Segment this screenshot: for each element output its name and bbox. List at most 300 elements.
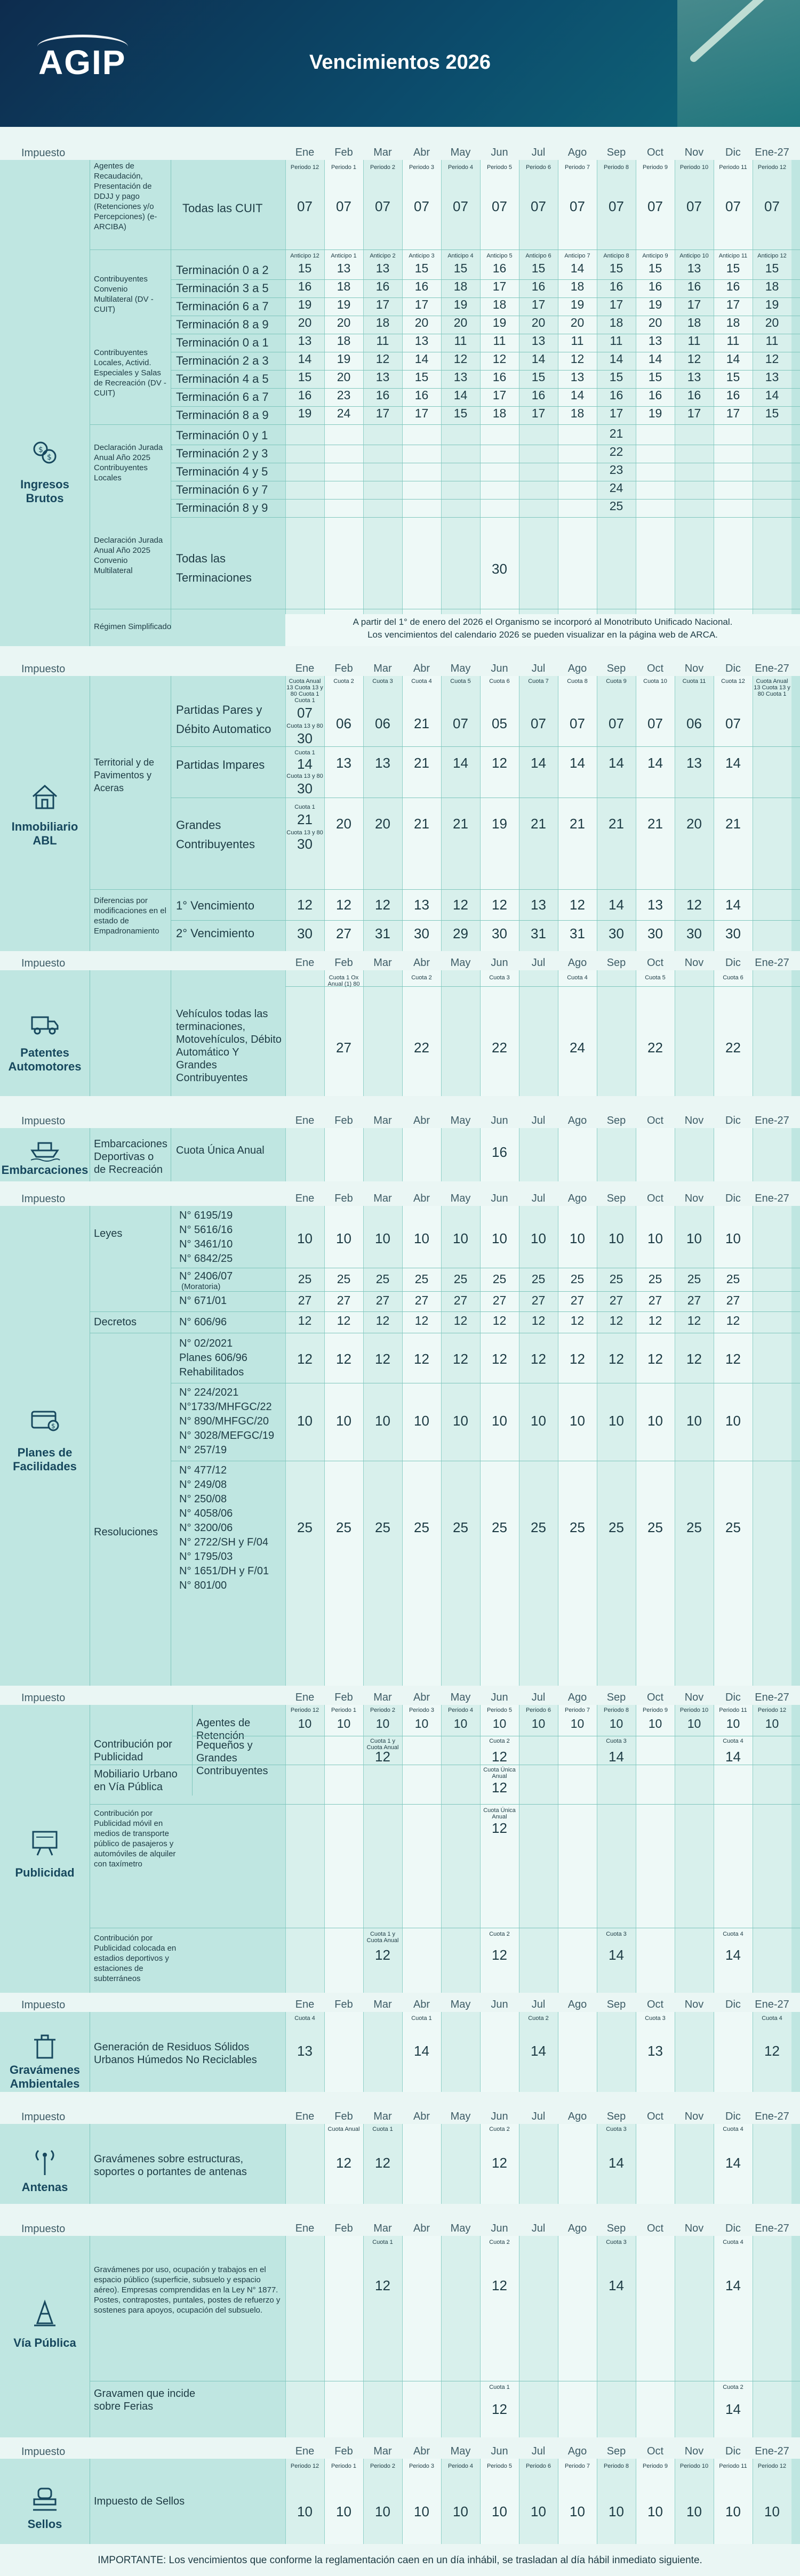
row-line <box>90 889 800 890</box>
month-header: Abr <box>413 147 430 158</box>
month-header: Ene <box>295 1692 315 1703</box>
ley-item: N° 6842/25 <box>179 1253 233 1265</box>
ley-note: (Moratoria) <box>181 1282 221 1291</box>
date-value: 14 <box>609 755 624 771</box>
date-value: 12 <box>725 1351 741 1367</box>
date-value: 15 <box>298 261 312 275</box>
date-value: 14 <box>453 388 468 402</box>
date-value: 11 <box>726 334 740 348</box>
date-value: 14 <box>531 2043 546 2059</box>
month-column <box>402 2459 441 2544</box>
column-line <box>441 1128 442 1181</box>
impuesto-label: Impuesto <box>21 663 66 675</box>
res-item: N° 3200/06 <box>179 1522 233 1534</box>
month-header: Oct <box>646 1692 664 1703</box>
stamp-icon <box>29 2483 61 2515</box>
date-value: 25 <box>687 1272 701 1286</box>
month-header: Sep <box>606 663 626 674</box>
term-label: Terminación 6 a 7 <box>176 390 269 404</box>
month-header: Abr <box>413 1115 430 1126</box>
date-value: 10 <box>297 1230 313 1246</box>
date-value: 21 <box>414 715 429 731</box>
section-title: Antenas <box>21 2180 68 2194</box>
date-value: 07 <box>725 715 741 731</box>
month-column <box>519 2236 558 2437</box>
date-value: 14 <box>453 755 468 771</box>
month-header: Ene <box>295 1999 315 2010</box>
date-value: 14 <box>531 755 546 771</box>
date-value: 14 <box>725 1749 741 1765</box>
date-value: 30 <box>297 780 313 796</box>
date-value: 22 <box>414 1040 429 1056</box>
cuota-label: Cuota 4 <box>723 2239 743 2245</box>
month-column <box>402 970 441 1096</box>
column-line <box>363 2459 364 2544</box>
date-value: 16 <box>687 279 701 293</box>
date-value: 14 <box>570 261 585 275</box>
date-value: 15 <box>726 370 740 384</box>
month-header: Ago <box>567 1999 587 2010</box>
month-column <box>441 2459 480 2544</box>
dif-label: Diferencias por modificaciones en el estado de Empadronamiento <box>94 896 166 936</box>
term-label: Terminación 6 a 7 <box>176 300 269 313</box>
date-value: 15 <box>726 261 740 275</box>
month-header: Feb <box>334 2223 353 2234</box>
month-column <box>324 2236 363 2437</box>
date-value: 17 <box>375 297 390 311</box>
date-value: 12 <box>297 897 313 913</box>
section-title: Publicidad <box>15 1866 75 1879</box>
date-value: 12 <box>375 2155 390 2171</box>
date-value: 12 <box>297 1351 313 1367</box>
column-line <box>285 970 286 1096</box>
col-line <box>192 1705 193 1796</box>
term-label: Terminación 6 y 7 <box>176 483 268 496</box>
date-value: 07 <box>336 198 351 214</box>
month-header: Ene <box>295 2223 315 2234</box>
cuota-label: Cuota 7 <box>528 678 549 685</box>
period-label: Periodo 6 <box>525 1707 551 1713</box>
date-value: 30 <box>492 925 507 941</box>
impuesto-label: Impuesto <box>21 2111 66 2123</box>
date-value: 21 <box>453 816 468 832</box>
date-value: 31 <box>570 925 585 941</box>
period-label: Periodo 10 <box>679 164 709 171</box>
period-label: Periodo 3 <box>409 164 435 171</box>
date-value: 17 <box>531 297 546 311</box>
antenas-label: Gravámenes sobre estructuras, soportes o portantes de antenas <box>94 2153 247 2178</box>
month-column <box>558 2012 597 2092</box>
month-header: Ago <box>567 147 587 158</box>
period-label: Periodo 9 <box>642 164 668 171</box>
date-value: 18 <box>375 316 390 329</box>
date-value: 15 <box>648 261 662 275</box>
period-label: Periodo 8 <box>603 164 629 171</box>
column-line <box>324 1128 325 1181</box>
date-value: 25 <box>686 1519 702 1535</box>
month-header: Sep <box>606 957 626 969</box>
date-value: 25 <box>492 1272 507 1286</box>
date-value: 12 <box>765 352 779 366</box>
month-header: Ene <box>295 1115 315 1126</box>
month-header: Jul <box>531 957 546 969</box>
sellos-month-bar <box>0 2443 800 2459</box>
footer-note: IMPORTANTE: Los vencimientos que conforme la reglamentación caen en un día inhábil, se trasladan al día hábil inmediato siguiente. <box>98 2555 702 2566</box>
period-label: Periodo 10 <box>679 2463 709 2469</box>
date-value: 05 <box>492 715 507 731</box>
column-line <box>324 2012 325 2092</box>
month-header: Ago <box>567 1692 587 1703</box>
month-header: Nov <box>684 663 704 674</box>
date-value: 25 <box>337 1272 351 1286</box>
date-value: 15 <box>453 406 468 420</box>
cuota-label: Cuota 4 <box>723 1931 743 1937</box>
cuota-label: Cuota 2 <box>333 678 354 685</box>
house-icon <box>29 780 61 812</box>
month-header: Ene <box>295 663 315 674</box>
date-value: 12 <box>337 1314 351 1327</box>
month-column <box>441 2236 480 2437</box>
month-header: Oct <box>646 1193 664 1204</box>
date-value: 16 <box>648 388 662 402</box>
date-value: 20 <box>686 816 702 832</box>
date-value: 10 <box>375 2503 390 2519</box>
term-label: Terminación 4 y 5 <box>176 465 268 478</box>
month-header: Jul <box>531 2445 546 2457</box>
month-header: Feb <box>334 1692 353 1703</box>
date-value: 24 <box>570 1040 585 1056</box>
cuota-label: Cuota Única Anual <box>483 1767 516 1780</box>
month-column <box>558 160 597 646</box>
column-line <box>363 2012 364 2092</box>
date-value: 25 <box>414 1272 429 1286</box>
antenas-month-bar <box>0 2108 800 2124</box>
date-value: 25 <box>414 1519 429 1535</box>
month-column <box>402 160 441 646</box>
month-column <box>519 2124 558 2204</box>
month-header: Oct <box>646 1999 664 2010</box>
date-value: 07 <box>609 715 624 731</box>
arciba-sub: Todas las CUIT <box>182 202 263 215</box>
date-value: 12 <box>648 1314 662 1327</box>
month-header: Sep <box>606 147 626 158</box>
date-value: 12 <box>764 2043 780 2059</box>
date-value: 27 <box>298 1293 312 1307</box>
date-value: 12 <box>414 1351 429 1367</box>
date-value: 12 <box>492 1947 507 1963</box>
month-header: Ene-27 <box>755 2445 789 2457</box>
cuota-label: Cuota 3 <box>645 2015 666 2022</box>
month-column <box>324 2459 363 2544</box>
date-value: 07 <box>375 198 390 214</box>
month-column <box>519 1128 558 1181</box>
date-value: 07 <box>414 198 429 214</box>
cuota-label: Cuota 1 <box>294 750 315 756</box>
month-column <box>558 2459 597 2544</box>
date-value: 25 <box>375 1519 390 1535</box>
month-column <box>753 2236 791 2437</box>
pub-month-bar <box>0 1689 800 1705</box>
column-line <box>480 970 481 1096</box>
emb-month-bar <box>0 1112 800 1128</box>
impuesto-label: Impuesto <box>21 1115 66 1127</box>
res-item: N° 257/19 <box>179 1444 227 1456</box>
date-value: 27 <box>648 1293 662 1307</box>
month-header: Jun <box>491 1692 508 1703</box>
date-value: 19 <box>492 316 507 329</box>
date-value: 27 <box>726 1293 740 1307</box>
month-header: Oct <box>646 2223 664 2234</box>
month-column <box>324 1128 363 1181</box>
month-column <box>597 2459 636 2544</box>
month-header: Ene <box>295 147 315 158</box>
sellos-label: Impuesto de Sellos <box>94 2495 185 2507</box>
cuota-label: Cuota 1 y Cuota Anual <box>366 1738 399 1751</box>
res-item: N°1733/MHFGC/22 <box>179 1401 272 1413</box>
month-column <box>597 2012 636 2092</box>
date-value: 10 <box>686 1230 702 1246</box>
month-header: May <box>450 1115 471 1126</box>
month-header: Mar <box>373 147 392 158</box>
date-value: 10 <box>453 1413 468 1429</box>
date-value: 30 <box>609 925 624 941</box>
date-value: 18 <box>570 406 585 420</box>
mob-label: Mobiliario Urbano en Vía Pública <box>94 1768 178 1793</box>
column-line <box>480 2459 481 2544</box>
date-value: 12 <box>609 1351 624 1367</box>
cuota-label: Cuota 3 <box>606 1931 627 1937</box>
cuota-label: Cuota 1 y Cuota Anual <box>366 1931 399 1944</box>
month-header: Nov <box>684 1999 704 2010</box>
date-value: 07 <box>609 198 624 214</box>
month-column <box>285 1128 324 1181</box>
period-label: Periodo 5 <box>486 2463 513 2469</box>
date-value: 13 <box>570 370 585 384</box>
impuesto-label: Impuesto <box>21 2446 66 2458</box>
cuota-label: Cuota 9 <box>606 678 627 685</box>
period-label: Anticipo 4 <box>447 253 474 259</box>
month-header: Mar <box>373 2445 392 2457</box>
date-value: 10 <box>531 1413 546 1429</box>
month-header: Jul <box>531 1692 546 1703</box>
period-label: Anticipo 11 <box>718 253 748 259</box>
date-value: 12 <box>686 897 702 913</box>
svg-text:$: $ <box>47 453 52 462</box>
planes-month-bar <box>0 1190 800 1206</box>
date-value: 13 <box>375 755 390 771</box>
pares-label: Partidas Pares y Débito Automatico <box>176 703 271 736</box>
ley-item: N° 6195/19 <box>179 1210 233 1221</box>
date-value: 12 <box>492 352 507 366</box>
date-value: 30 <box>725 925 741 941</box>
month-header: Sep <box>606 2445 626 2457</box>
month-header: May <box>450 1193 471 1204</box>
month-column <box>519 2459 558 2544</box>
period-label: Periodo 12 <box>290 2463 319 2469</box>
date-value: 07 <box>725 198 741 214</box>
date-value: 25 <box>336 1519 351 1535</box>
cuota-label: Cuota 6 <box>723 975 743 981</box>
simplificado-note-1: A partir del 1° de enero del 2026 el Organismo se incorporó al Monotributo Unificado Nacional. <box>353 617 733 627</box>
date-value: 20 <box>648 316 662 329</box>
date-value: 12 <box>375 1749 390 1765</box>
date-value: 17 <box>375 406 390 420</box>
date-value: 10 <box>336 2503 351 2519</box>
date-value: 12 <box>492 1351 507 1367</box>
month-column <box>402 2236 441 2437</box>
date-value: 27 <box>336 925 351 941</box>
date-value: 20 <box>765 316 779 329</box>
res-item: N° 477/12 <box>179 1464 227 1476</box>
term-label: Terminación 2 a 3 <box>176 354 269 367</box>
month-column <box>363 160 402 646</box>
month-header: Feb <box>334 2111 353 2122</box>
month-column <box>363 970 402 1096</box>
ley-item: N° 671/01 <box>179 1295 227 1307</box>
cone-icon <box>29 2298 61 2330</box>
cuota-label: Cuota 4 <box>723 2126 743 2132</box>
date-value: 17 <box>726 406 740 420</box>
period-label: Periodo 4 <box>447 2463 474 2469</box>
date-value: 12 <box>531 1351 546 1367</box>
month-header: Abr <box>413 1692 430 1703</box>
date-value: 06 <box>375 715 390 731</box>
impuesto-label: Impuesto <box>21 2223 66 2235</box>
month-column <box>675 1705 714 1993</box>
column-line <box>324 970 325 1096</box>
date-value: 24 <box>337 406 351 420</box>
date-value: 11 <box>765 334 779 348</box>
month-column <box>324 970 363 1096</box>
date-value: 23 <box>609 463 623 477</box>
date-value: 12 <box>492 1780 507 1796</box>
month-column <box>285 970 324 1096</box>
impares-label: Partidas Impares <box>176 758 265 771</box>
period-label: Anticipo 7 <box>564 253 590 259</box>
month-column <box>285 2124 324 2204</box>
month-header: Mar <box>373 2223 392 2234</box>
month-header: May <box>450 663 471 674</box>
date-value: 10 <box>297 2503 313 2519</box>
date-value: 25 <box>725 1519 741 1535</box>
month-header: Dic <box>725 2445 741 2457</box>
month-header: Jul <box>531 147 546 158</box>
contrib-label: Contribución por Publicidad <box>94 1738 172 1763</box>
cuota-label: Cuota 2 <box>528 2015 549 2022</box>
month-column <box>675 2459 714 2544</box>
date-value: 27 <box>492 1293 507 1307</box>
date-value: 15 <box>298 370 312 384</box>
date-value: 07 <box>297 705 313 721</box>
column-line <box>402 2124 403 2204</box>
date-value: 27 <box>687 1293 701 1307</box>
month-header: Ago <box>567 2445 587 2457</box>
month-header: Nov <box>684 1115 704 1126</box>
month-header: Nov <box>684 2223 704 2234</box>
month-column <box>558 2124 597 2204</box>
term-label: Terminación 2 y 3 <box>176 447 268 460</box>
res-item: N° 801/00 <box>179 1580 227 1591</box>
period-label: Periodo 7 <box>564 2463 590 2469</box>
date-value: 10 <box>414 1413 429 1429</box>
cuota-label: Cuota 4 <box>723 1738 743 1744</box>
month-header: Jun <box>491 147 508 158</box>
date-value: 14 <box>531 352 546 366</box>
month-column <box>675 160 714 646</box>
date-value: 17 <box>609 406 623 420</box>
month-column <box>324 160 363 646</box>
date-value: 12 <box>531 1314 546 1327</box>
date-value: 27 <box>609 1293 623 1307</box>
date-value: 29 <box>453 925 468 941</box>
date-value: 25 <box>648 1272 662 1286</box>
column-line <box>363 2236 364 2437</box>
date-value: 18 <box>492 406 507 420</box>
date-value: 13 <box>648 334 662 348</box>
month-column <box>441 2012 480 2092</box>
date-value: 25 <box>453 1272 468 1286</box>
period-label: Periodo 7 <box>564 1707 590 1713</box>
month-column <box>675 2012 714 2092</box>
date-value: 14 <box>725 2277 741 2293</box>
via-label-1: Gravámenes por uso, ocupación y trabajos en el espacio público (superficie, subsuelo y espacio aéreo). Empresas comprendidas en la Ley N° 1877. Postes, contrapostes, puntales, postes de refuerzo y sostenes para apoyos, ocupación del subsuelo. <box>94 2265 281 2315</box>
date-value: 14 <box>725 897 741 913</box>
cuota-label: Cuota 3 <box>606 2126 627 2132</box>
date-value: 17 <box>687 406 701 420</box>
date-value: 13 <box>375 261 390 275</box>
date-value: 12 <box>492 897 507 913</box>
abl-section <box>0 676 800 951</box>
month-header: Ago <box>567 1193 587 1204</box>
date-value: 12 <box>647 1351 663 1367</box>
date-value: 14 <box>297 756 313 772</box>
term-label: Terminación 0 a 2 <box>176 263 269 277</box>
month-column <box>675 1128 714 1181</box>
month-header: Jun <box>491 663 508 674</box>
date-value: 12 <box>414 1314 429 1327</box>
month-header: Jul <box>531 1999 546 2010</box>
cuota-label: Cuota 5 <box>645 975 666 981</box>
date-value: 21 <box>570 816 585 832</box>
date-value: 18 <box>609 316 623 329</box>
month-header: Ene-27 <box>755 1999 789 2010</box>
month-column <box>714 1128 753 1181</box>
cuota-label: Cuota 11 <box>682 678 706 685</box>
date-value: 10 <box>453 1230 468 1246</box>
month-header: Abr <box>413 1193 430 1204</box>
period-label: Anticipo 12 <box>290 253 319 259</box>
cuota-label: Cuota 6 <box>489 678 510 685</box>
date-value: 16 <box>492 370 507 384</box>
month-column <box>558 1128 597 1181</box>
month-column <box>441 1128 480 1181</box>
date-value: 14 <box>609 1749 624 1765</box>
date-value: 22 <box>609 445 623 458</box>
month-header: Sep <box>606 1115 626 1126</box>
month-column <box>480 970 519 1096</box>
month-header: Mar <box>373 1193 392 1204</box>
date-value: 17 <box>414 297 429 311</box>
date-value: 13 <box>531 897 546 913</box>
row-line <box>90 1311 800 1312</box>
ddjj-loc-label: Declaración Jurada Anual Año 2025 Contribuyentes Locales <box>94 443 163 482</box>
board-icon <box>29 1825 61 1857</box>
via-section <box>0 2236 800 2437</box>
month-column <box>636 1128 675 1181</box>
cuota-label: Cuota 1 <box>294 697 315 704</box>
month-header: Dic <box>725 957 741 969</box>
period-label: Periodo 7 <box>564 164 590 171</box>
